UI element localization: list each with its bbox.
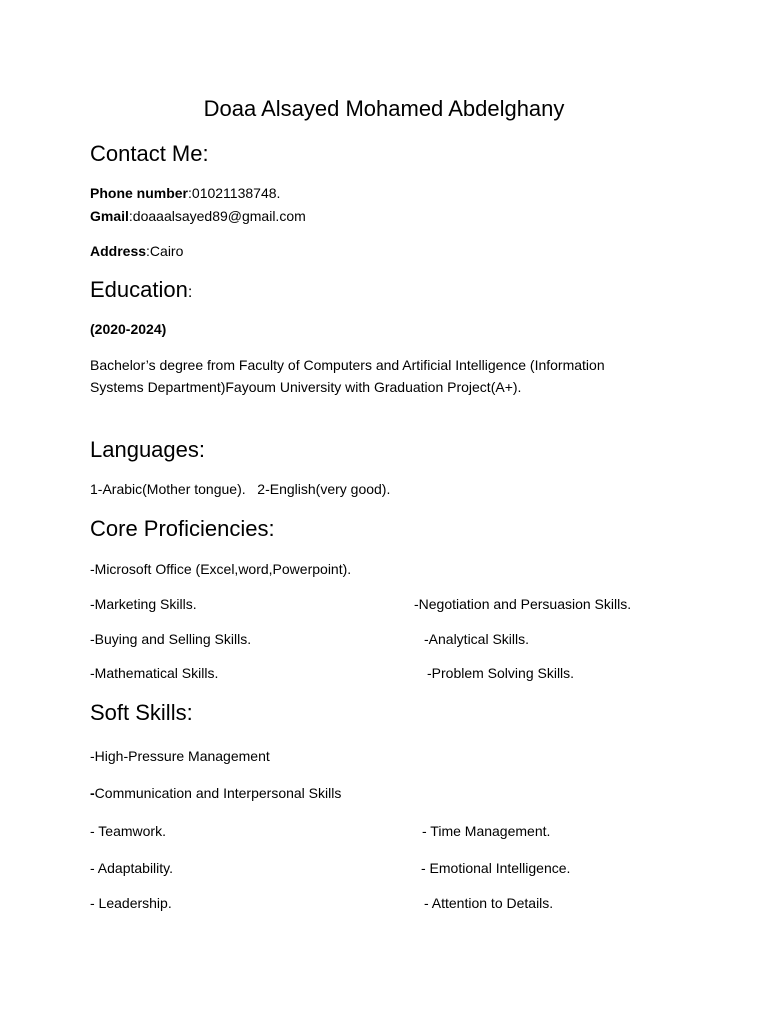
soft-item-left: - Teamwork. <box>90 823 166 839</box>
address-line <box>90 241 183 261</box>
soft-item-right: - Attention to Details. <box>424 895 554 911</box>
education-heading-text: Education <box>90 277 188 302</box>
soft-item-communication-text: Communication and Interpersonal Skills <box>94 785 342 801</box>
languages-heading: Languages: <box>90 437 205 462</box>
phone-line <box>90 183 280 203</box>
core-item-right: -Problem Solving Skills. <box>427 665 575 681</box>
core-item-left: -Buying and Selling Skills. <box>90 631 252 647</box>
gmail-line <box>90 206 306 226</box>
core-item-office: -Microsoft Office (Excel,word,Powerpoint). <box>90 561 352 577</box>
core-proficiencies-heading: Core Proficiencies: <box>90 516 275 541</box>
soft-item-communication <box>90 783 341 803</box>
education-heading <box>90 276 192 307</box>
gmail-value: :doaaalsayed89@gmail.com <box>128 208 306 224</box>
education-heading-colon: : <box>187 284 193 301</box>
contact-heading: Contact Me: <box>90 141 209 166</box>
education-description: Bachelor’s degree from Faculty of Computers and Artificial Intelligence (Information Systems Department)Fayoum University with Graduation Project(A+). <box>90 357 605 395</box>
soft-item-right: - Emotional Intelligence. <box>421 860 571 876</box>
soft-skills-heading: Soft Skills: <box>90 700 193 725</box>
languages-text: 1-Arabic(Mother tongue). 2-English(very good). <box>90 481 391 497</box>
soft-item-dash: - <box>90 785 95 801</box>
gmail-label: Gmail <box>90 208 129 224</box>
address-value: :Cairo <box>146 243 184 259</box>
core-item-left: -Marketing Skills. <box>90 596 197 612</box>
soft-item-pressure: -High-Pressure Management <box>90 748 270 764</box>
address-label: Address <box>90 243 147 259</box>
phone-value: :01021138748. <box>188 185 281 201</box>
education-years: (2020-2024) <box>90 321 167 337</box>
soft-item-left: - Leadership. <box>90 895 172 911</box>
candidate-name: Doaa Alsayed Mohamed Abdelghany <box>203 96 565 121</box>
soft-item-left: - Adaptability. <box>90 860 174 876</box>
core-item-right: -Analytical Skills. <box>424 631 530 647</box>
core-item-left: -Mathematical Skills. <box>90 665 219 681</box>
core-item-right: -Negotiation and Persuasion Skills. <box>414 596 632 612</box>
soft-item-right: - Time Management. <box>422 823 551 839</box>
phone-label: Phone number <box>90 185 189 201</box>
